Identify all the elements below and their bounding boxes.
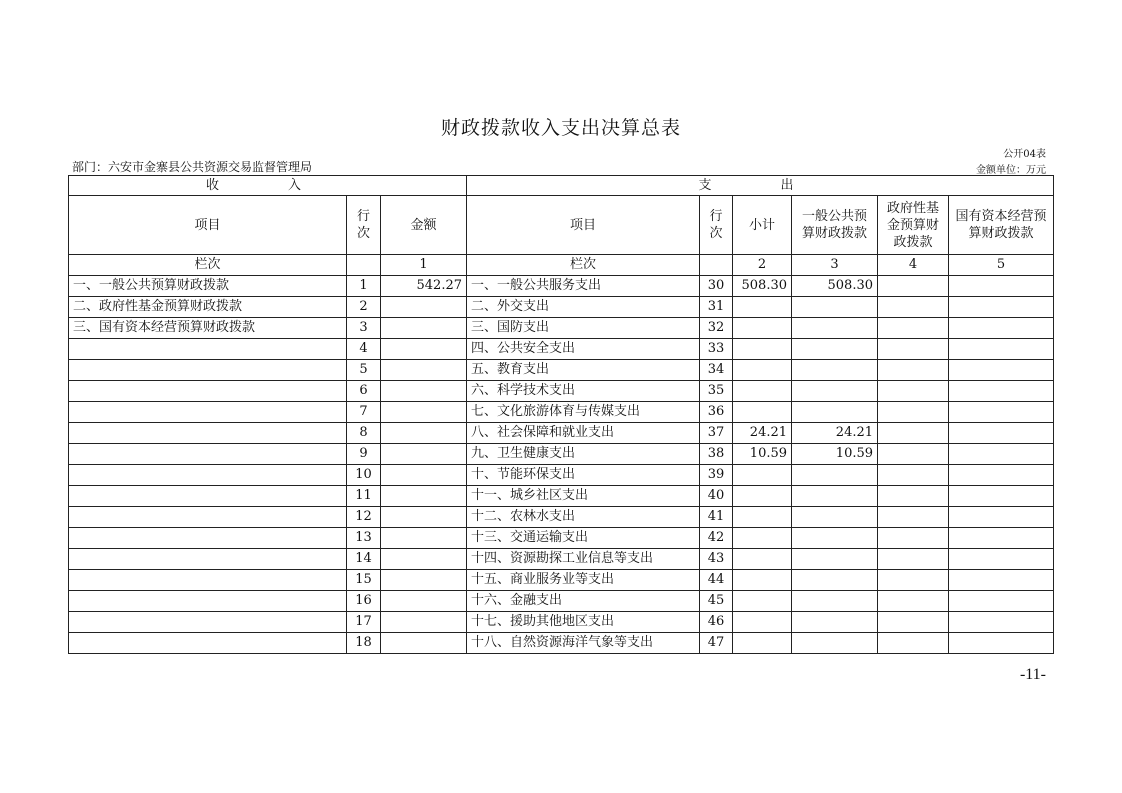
state-capital-cell [949, 570, 1054, 591]
expense-item-header: 项目 [467, 196, 700, 255]
general-budget-cell [792, 318, 878, 339]
income-row-no-cell: 7 [347, 402, 381, 423]
income-row-no-cell: 4 [347, 339, 381, 360]
income-amount-col-no: 1 [381, 255, 467, 276]
income-amount-cell [381, 339, 467, 360]
gov-fund-cell [878, 465, 949, 486]
income-row-no-cell: 8 [347, 423, 381, 444]
state-capital-cell [949, 360, 1054, 381]
expense-row-no-cell: 44 [700, 570, 733, 591]
general-budget-cell [792, 633, 878, 654]
subtotal-cell [733, 360, 792, 381]
income-item-cell [69, 591, 347, 612]
table-row [69, 528, 1054, 549]
income-row-no-cell: 12 [347, 507, 381, 528]
general-budget-cell [792, 549, 878, 570]
subtotal-cell [733, 465, 792, 486]
expense-item-cell: 十三、交通运输支出 [467, 528, 700, 549]
general-budget-cell [792, 402, 878, 423]
income-item-cell [69, 444, 347, 465]
state-capital-cell [949, 381, 1054, 402]
state-capital-cell [949, 549, 1054, 570]
gov-fund-cell [878, 297, 949, 318]
general-col-no: 3 [792, 255, 878, 276]
income-row-no-cell: 1 [347, 276, 381, 297]
gov-fund-cell [878, 444, 949, 465]
income-amount-cell [381, 612, 467, 633]
expense-row-no-cell: 36 [700, 402, 733, 423]
section-header-row [69, 176, 1054, 196]
table-row [69, 423, 1054, 444]
income-row-no-cell: 11 [347, 486, 381, 507]
income-amount-cell [381, 423, 467, 444]
table-row [69, 402, 1054, 423]
gov-fund-cell [878, 549, 949, 570]
gov-fund-cell [878, 612, 949, 633]
gov-fund-cell [878, 570, 949, 591]
general-budget-cell: 508.30 [792, 276, 878, 297]
expense-item-cell: 七、文化旅游体育与传媒支出 [467, 402, 700, 423]
expense-item-cell: 六、科学技术支出 [467, 381, 700, 402]
expense-row-no-cell: 35 [700, 381, 733, 402]
general-budget-cell: 24.21 [792, 423, 878, 444]
income-row-no-cell: 17 [347, 612, 381, 633]
general-budget-cell [792, 507, 878, 528]
income-amount-cell [381, 507, 467, 528]
expense-row-no-cell: 37 [700, 423, 733, 444]
income-row-no-header: 行次 [347, 196, 381, 255]
expense-col-label: 栏次 [467, 255, 700, 276]
gov-fund-cell [878, 423, 949, 444]
expense-item-cell: 十、节能环保支出 [467, 465, 700, 486]
state-capital-cell [949, 402, 1054, 423]
income-item-cell [69, 423, 347, 444]
expense-item-cell: 十二、农林水支出 [467, 507, 700, 528]
income-row-no-cell: 2 [347, 297, 381, 318]
table-row [69, 360, 1054, 381]
table-row [69, 465, 1054, 486]
income-item-cell [69, 633, 347, 654]
income-row-no-cell: 9 [347, 444, 381, 465]
expense-row-no-cell: 34 [700, 360, 733, 381]
state-capital-cell [949, 339, 1054, 360]
table-row [69, 612, 1054, 633]
income-amount-cell [381, 297, 467, 318]
gov-fund-cell [878, 633, 949, 654]
subtotal-cell [733, 633, 792, 654]
income-item-cell [69, 612, 347, 633]
expense-row-no-cell: 38 [700, 444, 733, 465]
expense-row-no-cell: 39 [700, 465, 733, 486]
subtotal-header: 小计 [733, 196, 792, 255]
expense-row-no-header: 行次 [700, 196, 733, 255]
state-capital-cell [949, 465, 1054, 486]
page-number: -11- [1019, 666, 1046, 683]
column-header-row [69, 196, 1054, 255]
income-row-no-cell: 10 [347, 465, 381, 486]
subtotal-cell: 508.30 [733, 276, 792, 297]
state-capital-col-no: 5 [949, 255, 1054, 276]
expense-row-no-cell: 31 [700, 297, 733, 318]
form-number: 公开04表 [1003, 149, 1046, 160]
table-row [69, 318, 1054, 339]
table-row [69, 570, 1054, 591]
table-row [69, 507, 1054, 528]
income-col-label: 栏次 [69, 255, 347, 276]
gov-fund-cell [878, 318, 949, 339]
gov-fund-cell [878, 381, 949, 402]
income-row-no-cell: 16 [347, 591, 381, 612]
general-budget-cell [792, 570, 878, 591]
subtotal-cell [733, 591, 792, 612]
income-amount-cell [381, 528, 467, 549]
income-amount-cell [381, 570, 467, 591]
table-row [69, 549, 1054, 570]
table-row [69, 591, 1054, 612]
income-section-header: 收 入 [69, 176, 467, 196]
subtotal-cell [733, 507, 792, 528]
income-row-no-cell: 14 [347, 549, 381, 570]
gov-fund-cell [878, 360, 949, 381]
subtotal-cell [733, 339, 792, 360]
subtotal-cell [733, 486, 792, 507]
subtotal-cell: 10.59 [733, 444, 792, 465]
general-budget-cell [792, 339, 878, 360]
state-capital-cell [949, 423, 1054, 444]
income-amount-header: 金额 [381, 196, 467, 255]
table-row [69, 297, 1054, 318]
department-label: 部门：六安市金寨县公共资源交易监督管理局 [72, 160, 313, 174]
expense-row-no-cell: 33 [700, 339, 733, 360]
subtotal-cell: 24.21 [733, 423, 792, 444]
expense-item-cell: 一、一般公共服务支出 [467, 276, 700, 297]
expense-item-cell: 十七、援助其他地区支出 [467, 612, 700, 633]
income-item-header: 项目 [69, 196, 347, 255]
income-amount-cell [381, 318, 467, 339]
income-row-no-cell: 15 [347, 570, 381, 591]
state-capital-cell [949, 591, 1054, 612]
general-budget-cell [792, 591, 878, 612]
gov-fund-header: 政府性基金预算财政拨款 [878, 196, 949, 255]
table-row [69, 381, 1054, 402]
general-budget-cell: 10.59 [792, 444, 878, 465]
income-amount-cell [381, 549, 467, 570]
general-budget-header: 一般公共预算财政拨款 [792, 196, 878, 255]
state-capital-cell [949, 276, 1054, 297]
expense-item-cell: 八、社会保障和就业支出 [467, 423, 700, 444]
income-amount-cell [381, 381, 467, 402]
state-capital-cell [949, 612, 1054, 633]
income-amount-cell: 542.27 [381, 276, 467, 297]
table-row [69, 633, 1054, 654]
income-item-cell [69, 549, 347, 570]
income-amount-cell [381, 402, 467, 423]
expense-item-cell: 二、外交支出 [467, 297, 700, 318]
gov-fund-col-no: 4 [878, 255, 949, 276]
expense-item-cell: 四、公共安全支出 [467, 339, 700, 360]
state-capital-cell [949, 633, 1054, 654]
income-item-cell: 三、国有资本经营预算财政拨款 [69, 318, 347, 339]
state-capital-cell [949, 444, 1054, 465]
table-row [69, 276, 1054, 297]
income-row-no-cell: 18 [347, 633, 381, 654]
expense-row-no-cell: 32 [700, 318, 733, 339]
expense-row-no-cell: 30 [700, 276, 733, 297]
page-title: 财政拨款收入支出决算总表 [440, 117, 681, 139]
subtotal-cell [733, 381, 792, 402]
subtotal-cell [733, 612, 792, 633]
expense-row-no-cell: 41 [700, 507, 733, 528]
income-row-no-cell: 6 [347, 381, 381, 402]
general-budget-cell [792, 612, 878, 633]
general-budget-cell [792, 297, 878, 318]
gov-fund-cell [878, 528, 949, 549]
state-capital-header: 国有资本经营预算财政拨款 [949, 196, 1054, 255]
column-number-row [69, 255, 1054, 276]
income-item-cell [69, 339, 347, 360]
expense-item-cell: 三、国防支出 [467, 318, 700, 339]
income-row-no-cell: 3 [347, 318, 381, 339]
gov-fund-cell [878, 402, 949, 423]
expense-item-cell: 十一、城乡社区支出 [467, 486, 700, 507]
expense-row-no-cell: 45 [700, 591, 733, 612]
expense-item-cell: 十五、商业服务业等支出 [467, 570, 700, 591]
gov-fund-cell [878, 507, 949, 528]
income-item-cell [69, 465, 347, 486]
income-item-cell: 二、政府性基金预算财政拨款 [69, 297, 347, 318]
state-capital-cell [949, 486, 1054, 507]
income-amount-cell [381, 486, 467, 507]
income-item-cell [69, 381, 347, 402]
budget-table [68, 175, 1054, 654]
subtotal-cell [733, 549, 792, 570]
subtotal-cell [733, 528, 792, 549]
income-amount-cell [381, 465, 467, 486]
expense-item-cell: 五、教育支出 [467, 360, 700, 381]
income-item-cell [69, 528, 347, 549]
income-row-no-cell: 13 [347, 528, 381, 549]
subtotal-cell [733, 318, 792, 339]
expense-row-no-cell: 42 [700, 528, 733, 549]
income-item-cell [69, 507, 347, 528]
expense-section-header: 支 出 [467, 176, 1054, 196]
income-item-cell [69, 570, 347, 591]
state-capital-cell [949, 528, 1054, 549]
gov-fund-cell [878, 276, 949, 297]
general-budget-cell [792, 486, 878, 507]
expense-item-cell: 九、卫生健康支出 [467, 444, 700, 465]
empty-cell [700, 255, 733, 276]
general-budget-cell [792, 528, 878, 549]
table-row [69, 444, 1054, 465]
state-capital-cell [949, 507, 1054, 528]
general-budget-cell [792, 381, 878, 402]
income-item-cell [69, 402, 347, 423]
expense-item-cell: 十八、自然资源海洋气象等支出 [467, 633, 700, 654]
table-row [69, 339, 1054, 360]
unit-label: 金额单位：万元 [976, 165, 1046, 176]
state-capital-cell [949, 297, 1054, 318]
income-item-cell [69, 360, 347, 381]
income-amount-cell [381, 444, 467, 465]
general-budget-cell [792, 360, 878, 381]
income-item-cell: 一、一般公共预算财政拨款 [69, 276, 347, 297]
gov-fund-cell [878, 486, 949, 507]
expense-row-no-cell: 43 [700, 549, 733, 570]
expense-row-no-cell: 40 [700, 486, 733, 507]
expense-row-no-cell: 46 [700, 612, 733, 633]
subtotal-col-no: 2 [733, 255, 792, 276]
subtotal-cell [733, 297, 792, 318]
expense-item-cell: 十六、金融支出 [467, 591, 700, 612]
state-capital-cell [949, 318, 1054, 339]
subtotal-cell [733, 402, 792, 423]
income-amount-cell [381, 633, 467, 654]
expense-row-no-cell: 47 [700, 633, 733, 654]
income-amount-cell [381, 360, 467, 381]
income-row-no-cell: 5 [347, 360, 381, 381]
expense-item-cell: 十四、资源勘探工业信息等支出 [467, 549, 700, 570]
income-amount-cell [381, 591, 467, 612]
gov-fund-cell [878, 339, 949, 360]
table-row [69, 486, 1054, 507]
empty-cell [347, 255, 381, 276]
income-item-cell [69, 486, 347, 507]
general-budget-cell [792, 465, 878, 486]
gov-fund-cell [878, 591, 949, 612]
subtotal-cell [733, 570, 792, 591]
